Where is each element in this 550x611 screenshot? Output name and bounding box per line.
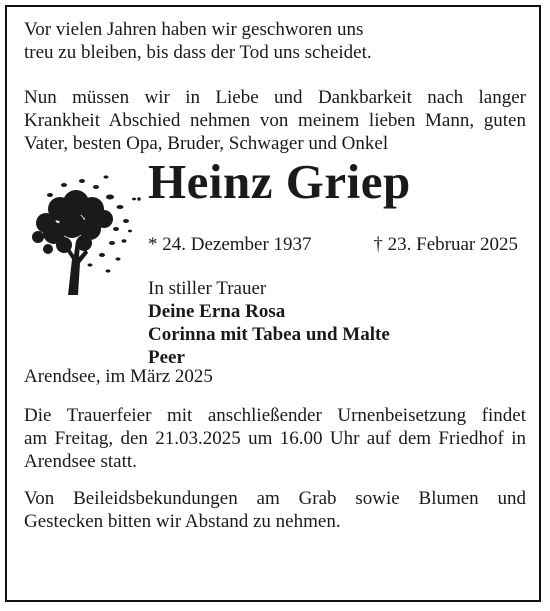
mourner-name-1: Deine Erna Rosa — [148, 301, 286, 322]
ceremony-line-3: Arendsee statt. — [24, 451, 137, 472]
deceased-header — [24, 154, 526, 368]
condolence-line-1: Von Beileidsbekundungen am Grab sowie Blumen und — [24, 488, 526, 509]
intro-line-2: treu zu bleiben, bis dass der Tod uns scheidet. — [24, 42, 372, 63]
place-date: Arendsee, im März 2025 — [24, 366, 213, 387]
mourner-name-2: Corinna mit Tabea und Malte — [148, 324, 390, 345]
birth-date: * 24. Dezember 1937 — [148, 234, 312, 255]
ceremony-paragraph — [24, 404, 526, 473]
ceremony-line-1: Die Trauerfeier mit anschließender Urnenbeisetzung findet — [24, 405, 526, 426]
farewell-line-2: Krankheit Abschied nehmen von meinem lieben Mann, guten — [24, 110, 526, 131]
mourner-name-3: Peer — [148, 347, 185, 368]
condolence-paragraph — [24, 487, 526, 533]
intro-line-1: Vor vielen Jahren haben wir geschworen uns — [24, 19, 364, 40]
ceremony-line-2: am Freitag, den 21.03.2025 um 16.00 Uhr auf dem Friedhof in — [24, 428, 526, 449]
condolence-line-2: Gestecken bitten wir Abstand zu nehmen. — [24, 511, 341, 532]
farewell-paragraph — [24, 86, 526, 155]
tree-icon — [24, 163, 142, 295]
mourners-intro: In stiller Trauer — [148, 278, 267, 299]
mourners-block — [148, 277, 390, 369]
farewell-line-1: Nun müssen wir in Liebe und Dankbarkeit nach langer — [24, 87, 526, 108]
farewell-line-3: Vater, besten Opa, Bruder, Schwager und Onkel — [24, 133, 389, 154]
deceased-name: Heinz Griep — [148, 154, 411, 209]
death-date: † 23. Februar 2025 — [373, 234, 518, 255]
obituary-notice — [24, 18, 526, 533]
life-dates — [148, 233, 518, 256]
